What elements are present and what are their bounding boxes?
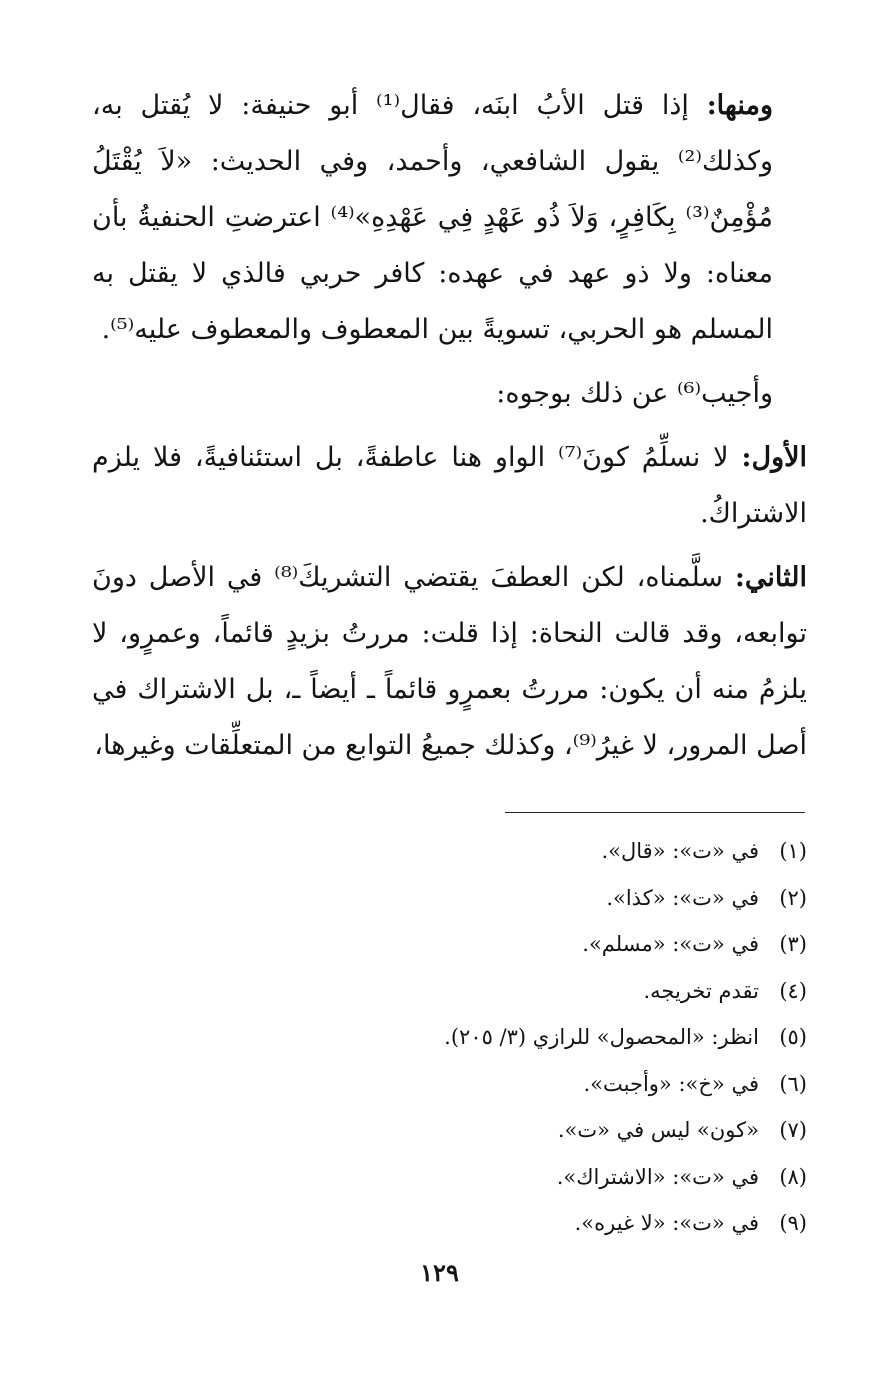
footnote-divider — [505, 812, 805, 813]
footnote-text: في «ت»: «الاشتراك». — [556, 1164, 759, 1189]
footnote-text: في «ت»: «قال». — [601, 839, 759, 863]
footnote-text: في «ت»: «لا غيره». — [574, 1211, 759, 1235]
paragraph-3-lead: الأول: — [741, 442, 808, 473]
footnote-item — [247, 1154, 807, 1201]
footnote-text: في «ت»: «كذا». — [606, 885, 759, 910]
footnote-item — [247, 921, 807, 968]
footnote-number: (٣) — [779, 932, 807, 956]
paragraph-2 — [92, 366, 807, 422]
footnote-number: (٧) — [779, 1118, 807, 1142]
footnote-text: تقدم تخريجه. — [643, 978, 759, 1003]
footnote-number: (٨) — [779, 1164, 807, 1189]
footnote-text: في «خ»: «وأجبت». — [583, 1071, 759, 1096]
paragraph-1-text: إذا قتل الأبُ ابنَه، فقال⁽¹⁾ أبو حنيفة: لا يُقتل به، وكذلك⁽²⁾ يقول الشافعي، وأحمد، وفي الحديث: «لاَ يُقْتَلُ مُؤْمِنٌ⁽³⁾ بِكَافِرٍ، وَلاَ ذُو عَهْدٍ فِي عَهْدِهِ»⁽⁴⁾ اعترضتِ الحنفيةُ بأن معناه: ولا ذو عهد في عهده: كافر حربي فالذي لا يقتل به المسلم هو الحربي، تسويةً بين المعطوف والمعطوف عليه⁽⁵⁾. — [92, 90, 773, 345]
paragraph-4-lead: الثاني: — [734, 562, 807, 593]
main-text — [92, 78, 807, 774]
footnote-number: (٦) — [779, 1071, 807, 1096]
page-number: ١٢٩ — [420, 1258, 459, 1287]
paragraph-2-text: وأجيب⁽⁶⁾ عن ذلك بوجوه: — [496, 378, 773, 409]
footnote-item — [247, 875, 807, 922]
footnote-item — [247, 1061, 807, 1108]
footnote-item — [247, 1200, 807, 1247]
footnote-number: (٢) — [779, 885, 807, 910]
footnote-item — [247, 1014, 807, 1061]
paragraph-4 — [92, 550, 807, 774]
footnote-number: (٤) — [779, 978, 807, 1003]
footnote-number: (٥) — [779, 1025, 807, 1049]
paragraph-3-text: لا نسلِّمُ كونَ⁽⁷⁾ الواو هنا عاطفةً، بل استئنافيةً، فلا يلزم الاشتراكُ. — [92, 442, 807, 529]
paragraph-4-text: سلَّمناه، لكن العطفَ يقتضي التشريكَ⁽⁸⁾ في الأصل دونَ توابعه، وقد قالت النحاة: إذا قلت: مررتُ بزيدٍ قائماً، وعمرٍو، لا يلزمُ منه أن يكون: مررتُ بعمرٍو قائماً ـ أيضاً ـ، بل الاشتراك في أصل المرور، لا غيرُ⁽⁹⁾، وكذلك جميعُ التوابع من المتعلِّقات وغيرها، — [92, 562, 807, 761]
paragraph-3 — [92, 430, 807, 542]
footnotes — [247, 828, 807, 1247]
footnote-text: في «ت»: «مسلم». — [582, 932, 759, 956]
footnote-number: (٩) — [779, 1211, 807, 1235]
footnote-item — [247, 1107, 807, 1154]
footnote-item — [247, 828, 807, 875]
footnote-text: انظر: «المحصول» للرازي (٣/ ٢٠٥). — [444, 1025, 759, 1049]
paragraph-1-lead: ومنها: — [706, 90, 773, 121]
footnote-number: (١) — [779, 839, 807, 863]
footnote-text: «كون» ليس في «ت». — [557, 1118, 759, 1142]
footnote-item — [247, 968, 807, 1015]
paragraph-1 — [92, 78, 807, 358]
